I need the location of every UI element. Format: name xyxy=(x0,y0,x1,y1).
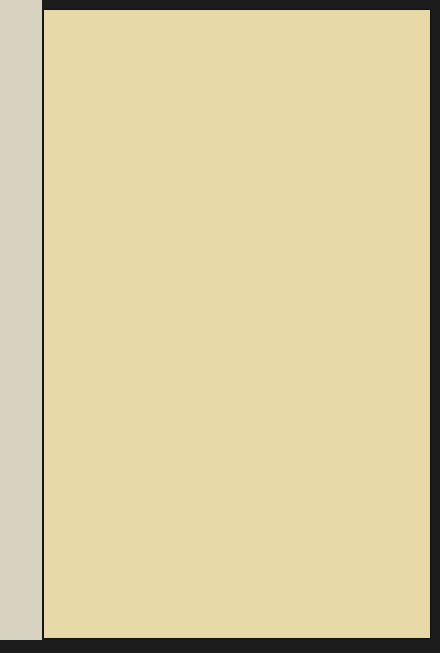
form-grid-lines xyxy=(44,10,430,638)
adjacent-page-strip xyxy=(0,0,42,640)
archive-footer xyxy=(0,640,440,653)
field-return-form xyxy=(44,10,430,638)
